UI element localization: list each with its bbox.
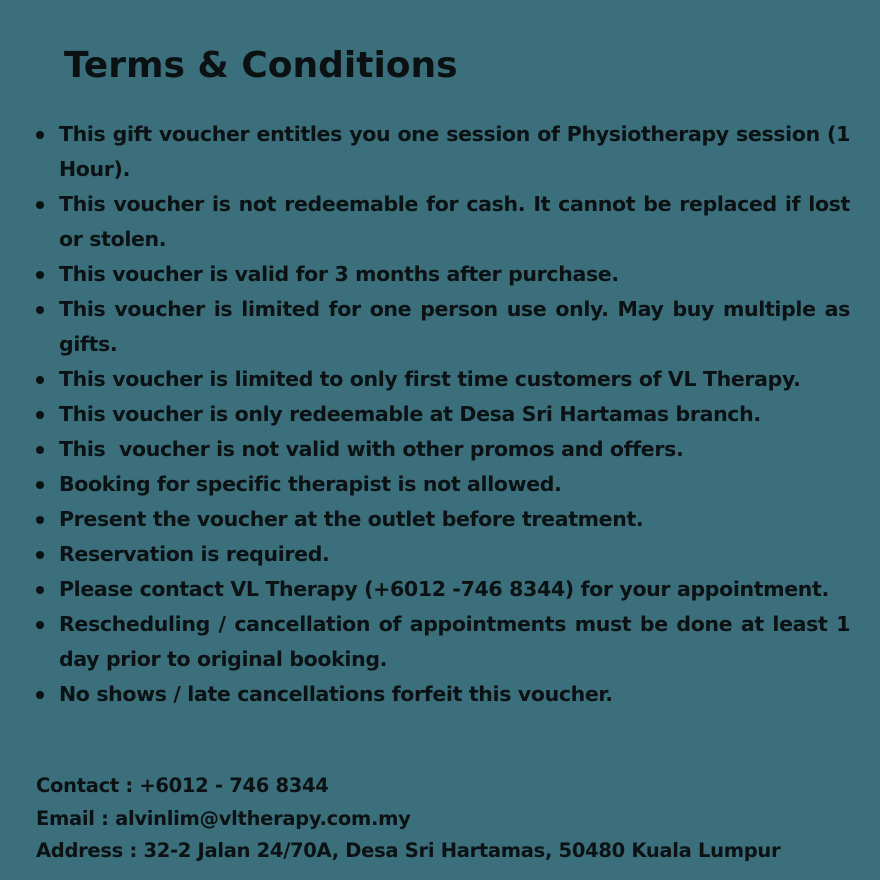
bullet-icon	[36, 481, 44, 489]
term-text: This voucher is not valid with other promos and offers.	[59, 437, 684, 461]
term-text: Please contact VL Therapy (+6012 -746 8344) for your appointment.	[59, 577, 829, 601]
term-item	[30, 187, 850, 257]
term-item	[30, 257, 850, 292]
term-item	[30, 292, 850, 362]
bullet-icon	[36, 271, 44, 279]
term-text: This gift voucher entitles you one session of Physiotherapy session (1 Hour).	[59, 122, 850, 181]
bullet-icon	[36, 411, 44, 419]
contact-block	[36, 770, 856, 868]
term-item	[30, 117, 850, 187]
term-text: This voucher is not redeemable for cash. It cannot be replaced if lost or stolen.	[59, 192, 850, 251]
bullet-icon	[36, 551, 44, 559]
term-text: This voucher is only redeemable at Desa Sri Hartamas branch.	[59, 402, 761, 426]
bullet-icon	[36, 131, 44, 139]
term-text: This voucher is limited to only first time customers of VL Therapy.	[59, 367, 801, 391]
terms-list	[30, 117, 850, 712]
term-item	[30, 432, 850, 467]
bullet-icon	[36, 306, 44, 314]
term-item	[30, 537, 850, 572]
bullet-icon	[36, 621, 44, 629]
term-text: Present the voucher at the outlet before treatment.	[59, 507, 644, 531]
bullet-icon	[36, 201, 44, 209]
bullet-icon	[36, 516, 44, 524]
term-item	[30, 397, 850, 432]
term-text: This voucher is valid for 3 months after purchase.	[59, 262, 619, 286]
contact-phone: Contact : +6012 - 746 8344	[36, 774, 329, 797]
term-text: Rescheduling / cancellation of appointments must be done at least 1 day prior to original booking.	[59, 612, 850, 671]
bullet-icon	[36, 691, 44, 699]
term-text: This voucher is limited for one person use only. May buy multiple as gifts.	[59, 297, 850, 356]
term-item	[30, 607, 850, 677]
term-text: No shows / late cancellations forfeit this voucher.	[59, 682, 613, 706]
term-item	[30, 467, 850, 502]
bullet-icon	[36, 376, 44, 384]
term-item	[30, 362, 850, 397]
term-text: Reservation is required.	[59, 542, 330, 566]
page-title: Terms & Conditions	[64, 45, 458, 86]
bullet-icon	[36, 586, 44, 594]
term-item	[30, 572, 850, 607]
contact-address: Address : 32-2 Jalan 24/70A, Desa Sri Hartamas, 50480 Kuala Lumpur	[36, 839, 781, 862]
term-item	[30, 502, 850, 537]
term-text: Booking for specific therapist is not allowed.	[59, 472, 562, 496]
term-item	[30, 677, 850, 712]
contact-email: Email : alvinlim@vltherapy.com.my	[36, 806, 411, 830]
bullet-icon	[36, 446, 44, 454]
